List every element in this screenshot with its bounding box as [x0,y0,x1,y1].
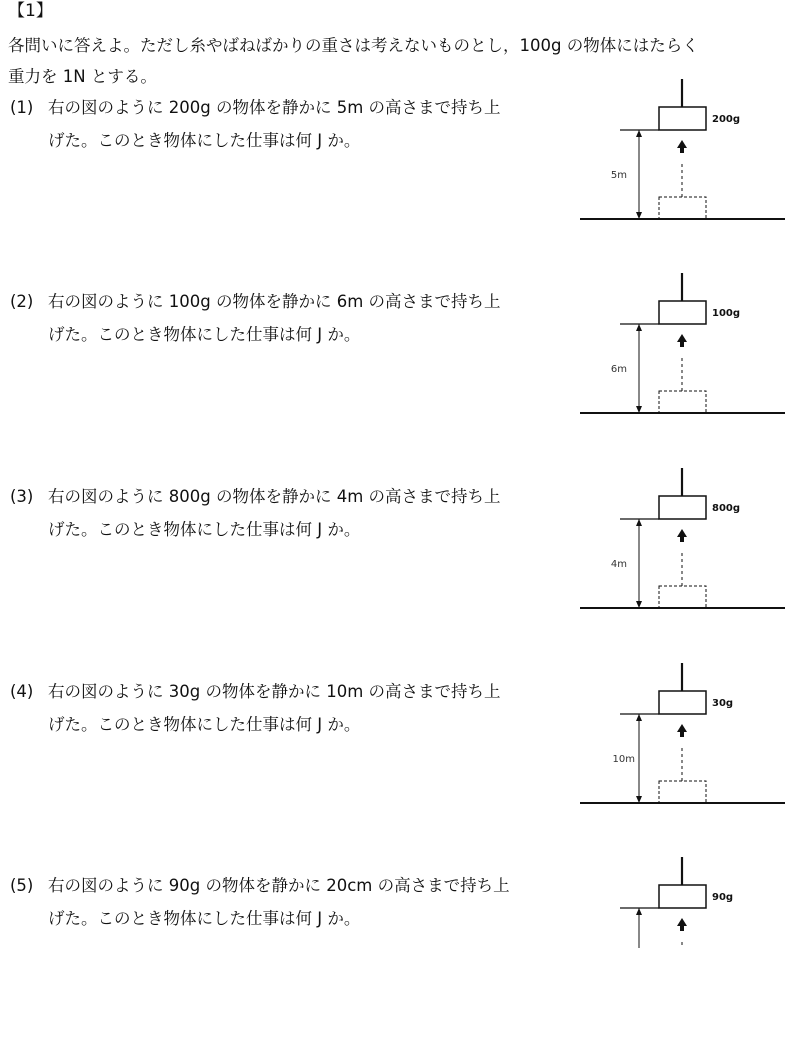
instruction-line: 重力を 1N とする。 [8,67,157,86]
height-label: 5m [610,170,627,181]
dimension-arrowhead-bottom [636,796,642,803]
lifting-diagram [575,857,790,948]
height-label: 6m [610,364,627,375]
dimension-arrowhead-top [636,324,642,331]
problem-4 [0,675,800,869]
up-arrow-icon [677,529,687,542]
problem-3 [0,480,800,674]
problem-text [10,285,501,351]
instruction-line: 各問いに答えよ。ただし糸やばねばかりの重さは考えないものとし，100g の物体にはたらく [8,36,699,55]
lifting-diagram [575,273,790,423]
lifting-diagram [575,663,790,813]
mass-label: 800g [712,503,741,514]
mass-label: 90g [712,892,734,903]
problem-text [10,480,501,546]
lifting-diagram [575,468,790,618]
up-arrow-icon [677,140,687,153]
initial-weight-box [659,781,706,803]
initial-weight-box [659,391,706,413]
height-label: 10m [612,754,635,765]
problem-number: (5) [10,876,34,895]
problem-line: げた。このとき物体にした仕事は何 J か。 [48,131,361,150]
problem-1 [0,91,800,285]
problem-number: (4) [10,682,34,701]
height-label: 4m [610,559,627,570]
dimension-arrowhead-bottom [636,212,642,219]
lifting-diagram [575,79,790,229]
problem-line: 右の図のように 30g の物体を静かに 10m の高さまで持ち上 [48,682,501,701]
dimension-arrowhead-top [636,130,642,137]
raised-weight-box [659,691,706,714]
initial-weight-box [659,197,706,219]
problem-line: 右の図のように 90g の物体を静かに 20cm の高さまで持ち上 [48,876,510,895]
up-arrow-icon [677,724,687,737]
initial-weight-box [659,586,706,608]
problem-2 [0,285,800,479]
problem-number: (3) [10,487,34,506]
problem-text [10,91,501,157]
problem-line: げた。このとき物体にした仕事は何 J か。 [48,909,361,928]
up-arrow-icon [677,918,687,931]
dimension-arrowhead-top [636,519,642,526]
problem-line: げた。このとき物体にした仕事は何 J か。 [48,520,361,539]
problem-number: (2) [10,292,34,311]
mass-label: 30g [712,698,734,709]
raised-weight-box [659,885,706,908]
problem-line: 右の図のように 200g の物体を静かに 5m の高さまで持ち上 [48,98,501,117]
problem-text [10,869,510,935]
problem-line: 右の図のように 100g の物体を静かに 6m の高さまで持ち上 [48,292,501,311]
up-arrow-icon [677,334,687,347]
section-heading: 【1】 [8,1,53,21]
problem-text [10,675,501,741]
dimension-arrowhead-top [636,908,642,915]
mass-label: 100g [712,308,741,319]
mass-label: 200g [712,114,741,125]
dimension-arrowhead-top [636,714,642,721]
raised-weight-box [659,107,706,130]
dimension-arrowhead-bottom [636,406,642,413]
dimension-arrowhead-bottom [636,601,642,608]
raised-weight-box [659,301,706,324]
problem-5 [0,869,800,1063]
problem-line: げた。このとき物体にした仕事は何 J か。 [48,715,361,734]
raised-weight-box [659,496,706,519]
problem-line: 右の図のように 800g の物体を静かに 4m の高さまで持ち上 [48,487,501,506]
problem-line: げた。このとき物体にした仕事は何 J か。 [48,325,361,344]
problem-number: (1) [10,98,34,117]
